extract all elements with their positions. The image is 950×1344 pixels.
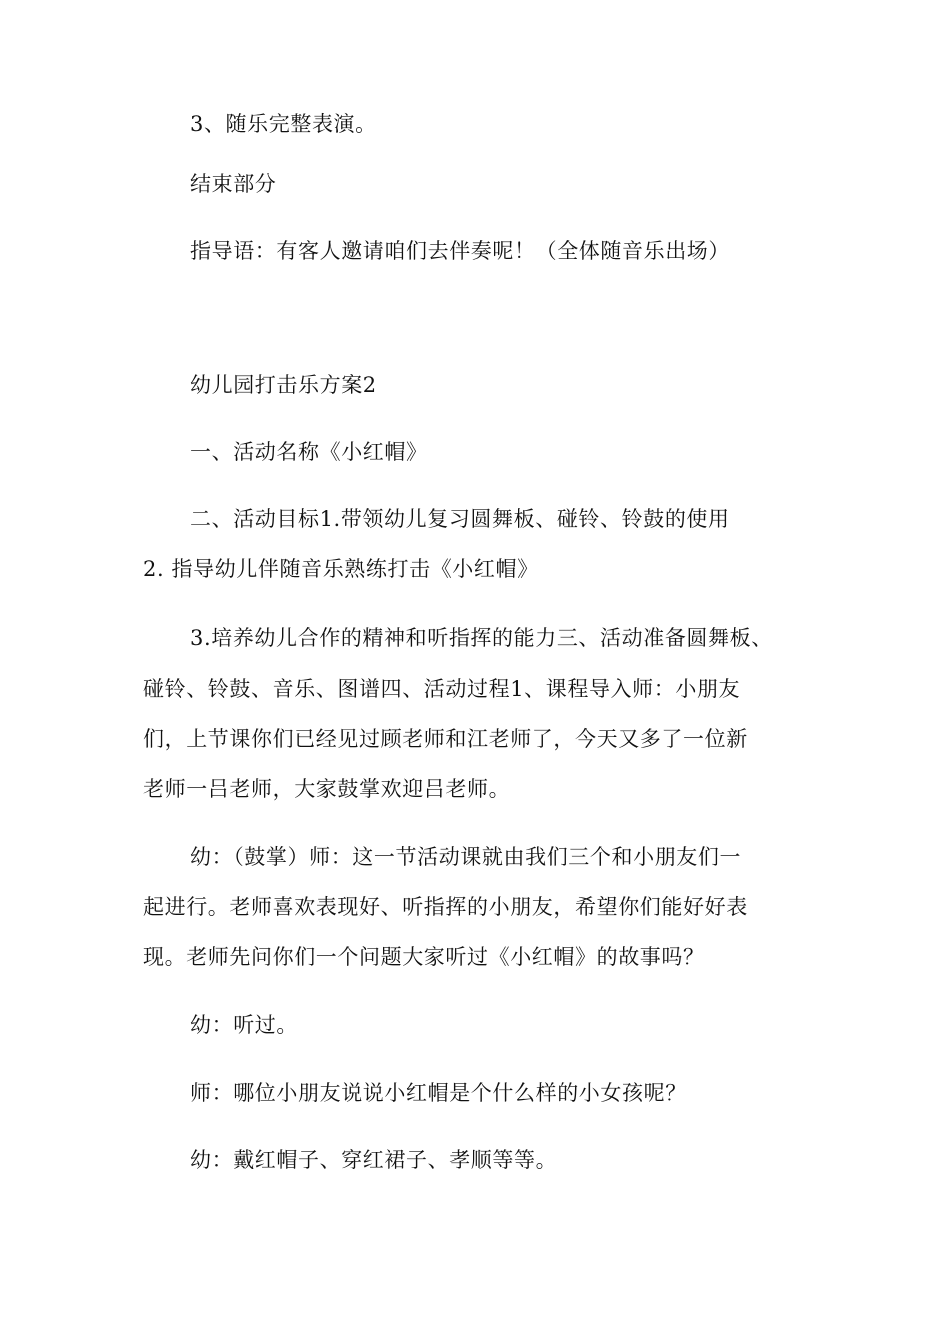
text-line: 幼：（鼓掌）师：这一节活动课就由我们三个和小朋友们一 bbox=[190, 845, 742, 869]
text-line: 3、随乐完整表演。 bbox=[190, 112, 377, 136]
text-line: 现。老师先问你们一个问题大家听过《小红帽》的故事吗？ bbox=[143, 945, 705, 969]
text-line: 师：哪位小朋友说说小红帽是个什么样的小女孩呢？ bbox=[190, 1081, 687, 1105]
section-heading: 结束部分 bbox=[190, 172, 277, 196]
text-line: 幼：戴红帽子、穿红裙子、孝顺等等。 bbox=[190, 1148, 558, 1172]
document-title: 幼儿园打击乐方案2 bbox=[190, 373, 377, 397]
text-line: 3.培养幼儿合作的精神和听指挥的能力三、活动准备圆舞板、 bbox=[190, 626, 773, 650]
text-line: 起进行。老师喜欢表现好、听指挥的小朋友，希望你们能好好表 bbox=[143, 895, 748, 919]
text-line: 二、活动目标1.带领幼儿复习圆舞板、碰铃、铃鼓的使用 bbox=[190, 507, 730, 531]
text-line: 指导语：有客人邀请咱们去伴奏呢！（全体随音乐出场） bbox=[190, 239, 730, 263]
text-line: 2. 指导幼儿伴随音乐熟练打击《小红帽》 bbox=[143, 557, 539, 581]
text-line: 碰铃、铃鼓、音乐、图谱四、活动过程1、课程导入师：小朋友 bbox=[143, 677, 741, 701]
text-line: 幼：听过。 bbox=[190, 1013, 298, 1037]
text-line: 一、活动名称《小红帽》 bbox=[190, 440, 428, 464]
text-line: 们，上节课你们已经见过顾老师和江老师了，今天又多了一位新 bbox=[143, 727, 748, 751]
text-line: 老师一吕老师，大家鼓掌欢迎吕老师。 bbox=[143, 777, 511, 801]
